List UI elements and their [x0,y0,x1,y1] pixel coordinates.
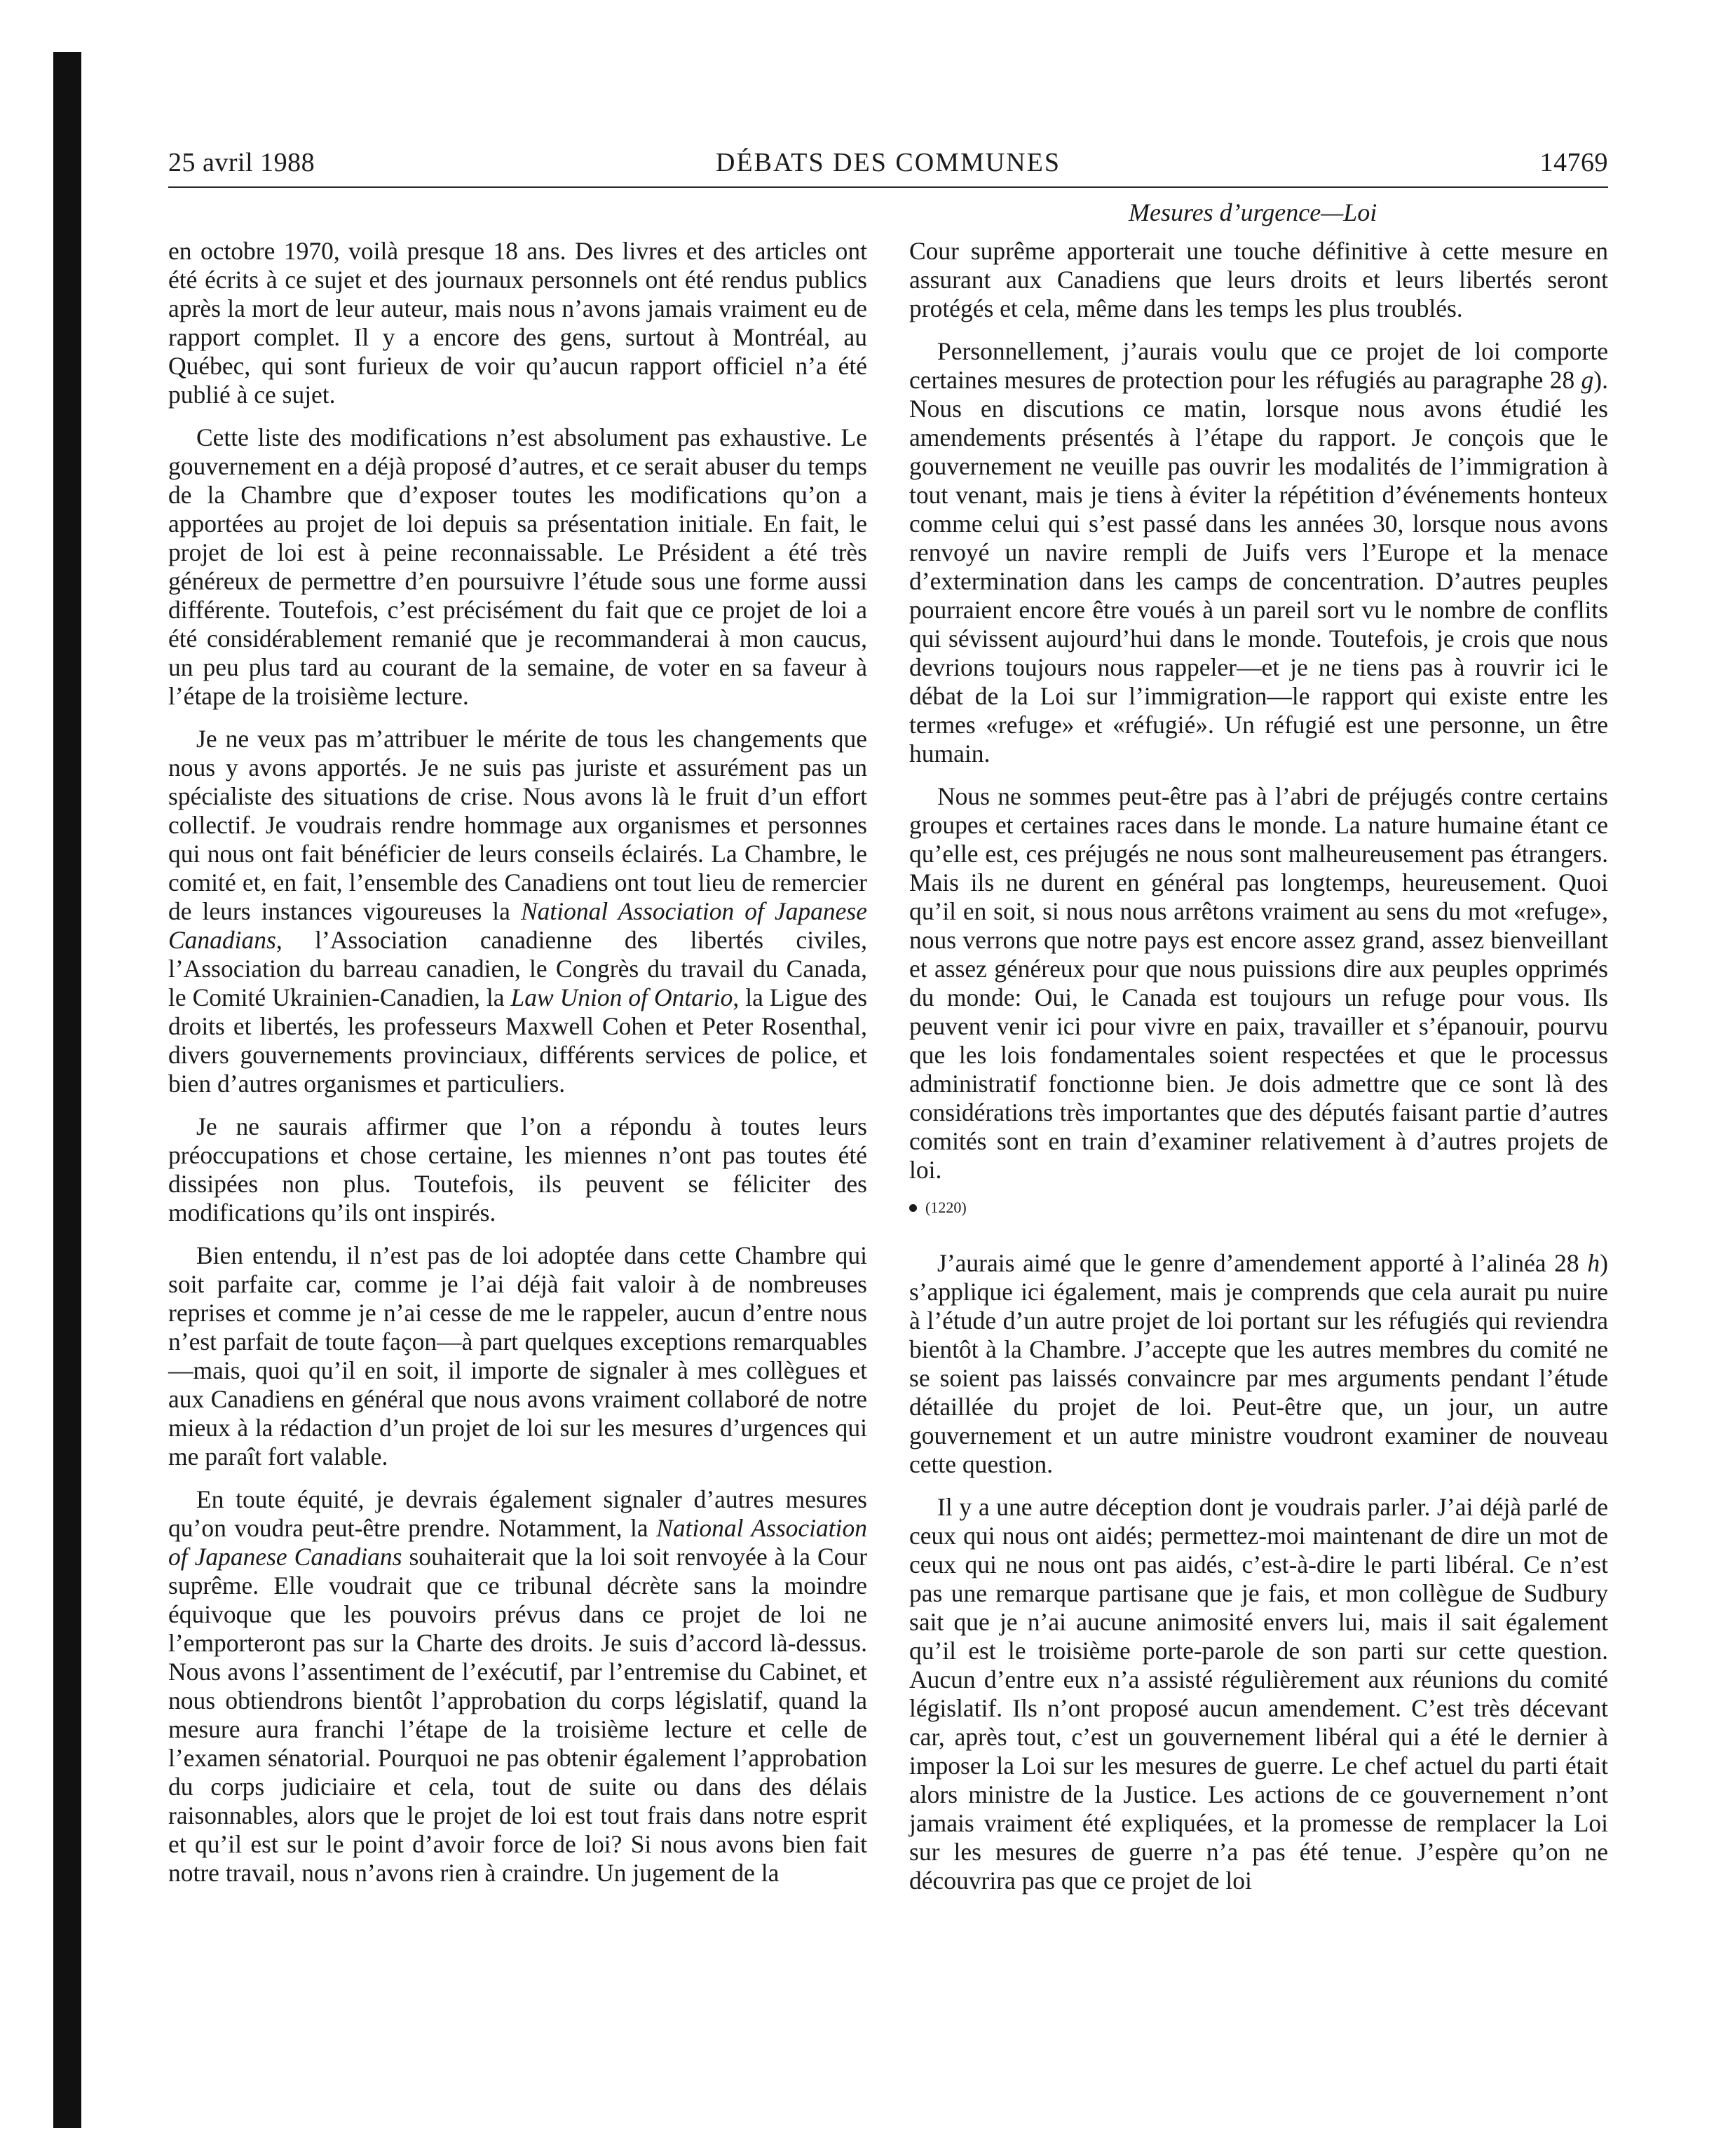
organization-name: National Association of Japanese Canadians [168,1514,867,1571]
page-header [168,147,1608,185]
paragraph [909,337,1608,768]
paragraph-text: Personnellement, j’aurais voulu que ce projet de loi comporte certaines mesures de protection pour les réfugiés au paragraphe 28 [909,337,1608,394]
paragraph: Nous ne sommes peut-être pas à l’abri de préjugés contre certains groupes et certaines races dans le monde. La nature humaine étant ce qu’elle est, ces préjugés ne nous sont malheureusement pas étrangers. Mais ils ne durent en général pas longtemps, heureusement. Quoi qu’il en soit, si nous nous arrêtons vraiment au sens du mot «refuge», nous verrons que notre pays est encore assez grand, assez bienveillant et assez généreux pour que nous puissions dire aux peuples opprimés du monde: Oui, le Canada est toujours un refuge pour vous. Ils peuvent venir ici pour vivre en paix, travailler et s’épanouir, pourvu que les lois fondamentales soient respectées et que le processus administratif fonctionne bien. Je dois admettre que ce sont là des considérations très importantes que des députés faisant partie d’autres comités sont en train d’examiner relativement à d’autres projets de loi. [909,782,1608,1184]
paragraph: Bien entendu, il n’est pas de loi adoptée dans cette Chambre qui soit parfaite car, comme je l’ai déjà fait valoir à de nombreuses reprises et comme je n’ai cesse de me le rappeler, aucun d’entre nous n’est parfait de toute façon—à part quelques exceptions remarquables—mais, quoi qu’il en soit, il importe de signaler à mes collègues et aux Canadiens en général que nous avons vraiment collaboré de notre mieux à la rédaction d’un projet de loi sur les mesures d’urgences qui me paraît fort valable. [168,1241,867,1471]
hansard-page [168,147,1608,1895]
organization-name: National Association of Japanese Canadians [168,897,867,954]
paragraph-text: souhaiterait que la loi soit renvoyée à la Cour suprême. Elle voudrait que ce tribunal décrète sans la moindre équivoque que les pouvoirs prévus dans ce projet de loi ne l’emporteront pas sur la Charte des droits. Je suis d’accord là-dessus. Nous avons l’assentiment de l’exécutif, par l’entremise du Cabinet, et nous obtiendrons bientôt l’approbation du corps législatif, quand la mesure aura franchi l’étape de la troisième lecture et celle de l’examen sénatorial. Pourquoi ne pas obtenir également l’approbation du corps judiciaire et cela, tout de suite ou dans des délais raisonnables, alors que le projet de loi est tout frais dans notre esprit et qu’il est sur le point d’avoir force de loi? Si nous avons bien fait notre travail, nous n’avons rien à craindre. Un jugement de la [168,1543,867,1887]
paragraph-text: Je ne veux pas m’attribuer le mérite de tous les changements que nous y avons apportés. Je ne suis pas juriste et assurément pas un spécialiste des situations de crise. Nous avons là le fruit d’un effort collectif. Je voudrais rendre hommage aux organismes et personnes qui nous ont fait bénéficier de leurs conseils éclairés. La Chambre, le comité et, en fait, l’ensemble des Canadiens ont tout lieu de remercier de leurs instances vigoureuses la [168,725,867,925]
paragraph: Cour suprême apporterait une touche définitive à cette mesure en assurant aux Canadiens que leurs droits et leurs libertés seront protégés et cela, même dans les temps les plus troublés. [909,237,1608,322]
header-date: 25 avril 1988 [168,148,315,177]
header-publication-title: DÉBATS DES COMMUNES [716,148,1061,177]
running-head-title: Mesures d’urgence—Loi [1129,198,1377,226]
paragraph-text: , l’Association canadienne des libertés civiles, l’Association du barreau canadien, le Congrès du travail du Canada, le Comité Ukrainien-Canadien, la [168,926,867,1011]
bullet-dot-icon [909,1204,917,1212]
paragraph-text: ). Nous en discutions ce matin, lorsque nous avons étudié les amendements présentés à l’étape du rapport. Je conçois que le gouvernement ne veuille pas ouvrir les modalités de l’immigration à tout venant, mais je tiens à éviter la répétition d’événements honteux comme celui qui s’est passé dans les années 30, lorsque nous avons renvoyé un navire rempli de Juifs vers l’Europe et la menace d’extermination dans les camps de concentration. D’autres peuples pourraient encore être voués à un pareil sort vu le nombre de conflits qui sévissent aujourd’hui dans le monde. Toutefois, je crois que nous devrions toujours nous rappeler—et je ne tiens pas à rouvrir ici le débat de la Loi sur l’immigration—le rapport qui existe entre les termes «refuge» et «réfugié». Un réfugié est une personne, un être humain. [909,366,1608,767]
paragraph: Cette liste des modifications n’est absolument pas exhaustive. Le gouvernement en a déjà proposé d’autres, et ce serait abuser du temps de la Chambre que d’exposer toutes les modifications qu’on a apportées au projet de loi depuis sa présentation initiale. En fait, le projet de loi est à peine reconnaissable. Le Président a été très généreux de permettre d’en poursuivre l’étude sous une forme aussi différente. Toutefois, c’est précisément du fait que ce projet de loi a été considérablement remanié que je recommanderai à mon caucus, un peu plus tard au courant de la semaine, de voter en sa faveur à l’étape de la troisième lecture. [168,423,867,710]
paragraph-text: En toute équité, je devrais également signaler d’autres mesures qu’on voudra peut-être prendre. Notamment, la [168,1485,867,1542]
right-column [909,237,1608,1909]
scan-edge-bar [53,52,81,2128]
paragraph [168,725,867,1098]
paragraph: en octobre 1970, voilà presque 18 ans. Des livres et des articles ont été écrits à ce sujet et des journaux personnels ont été rendus publics après la mort de leur auteur, mais nous n’avons jamais vraiment eu de rapport complet. Il y a encore des gens, surtout à Montréal, au Québec, qui sont furieux de voir qu’aucun rapport officiel n’a été publié à ce sujet. [168,237,867,409]
paragraph-text: , la Ligue des droits et libertés, les professeurs Maxwell Cohen et Peter Rosenthal, divers gouvernements provinciaux, différents services de police, et bien d’autres organismes et particuliers. [168,983,868,1098]
paragraph-text: ) s’applique ici également, mais je comprends que cela aurait pu nuire à l’étude d’un autre projet de loi portant sur les réfugiés qui reviendra bientôt à la Chambre. J’accepte que les autres membres du comité ne se soient pas laissés convaincre par mes arguments pendant l’étude détaillée du projet de loi. Peut-être que, un jour, un autre gouvernement et un autre ministre voudront examiner de nouveau cette question. [909,1249,1608,1478]
paragraph-text: J’aurais aimé que le genre d’amendement apporté à l’alinéa 28 [937,1249,1588,1277]
left-column [168,237,867,1902]
paragraph: Je ne saurais affirmer que l’on a répondu à toutes leurs préoccupations et chose certaine, les miennes n’ont pas toutes été dissipées non plus. Toutefois, ils peuvent se féliciter des modifications qu’ils ont inspirés. [168,1112,867,1227]
paragraph: Il y a une autre déception dont je voudrais parler. J’ai déjà parlé de ceux qui nous ont aidés; permettez-moi maintenant de dire un mot de ceux qui ne nous ont pas aidés, c’est-à-dire le parti libéral. Ce n’est pas une remarque partisane que je fais, et mon collègue de Sudbury sait que je n’ai aucune animosité envers lui, mais il sait également qu’il est le troisième porte-parole de son parti sur cette question. Aucun d’entre eux n’a assisté régulièrement aux réunions du comité législatif. Ils n’ont proposé aucun amendement. C’est très décevant car, après tout, c’est un gouvernement libéral qui a été le dernier à imposer la Loi sur les mesures de guerre. Le chef actuel du parti était alors ministre de la Justice. Les actions de ce gouvernement n’ont jamais vraiment été expliquées, et la promesse de remplacer la Loi sur les mesures de guerre n’a pas été tenue. J’espère qu’on ne découvrira pas que ce projet de loi [909,1493,1608,1895]
paragraph [168,1485,867,1888]
paragraph [909,1249,1608,1479]
running-head [168,188,1608,231]
subsection-letter: h [1587,1249,1600,1277]
subsection-letter: g [1581,366,1594,394]
time-marker [909,1199,1608,1217]
time-marker-text: (1220) [925,1199,967,1216]
header-page-number: 14769 [1539,148,1608,177]
organization-name: Law Union of Ontario [510,983,733,1011]
